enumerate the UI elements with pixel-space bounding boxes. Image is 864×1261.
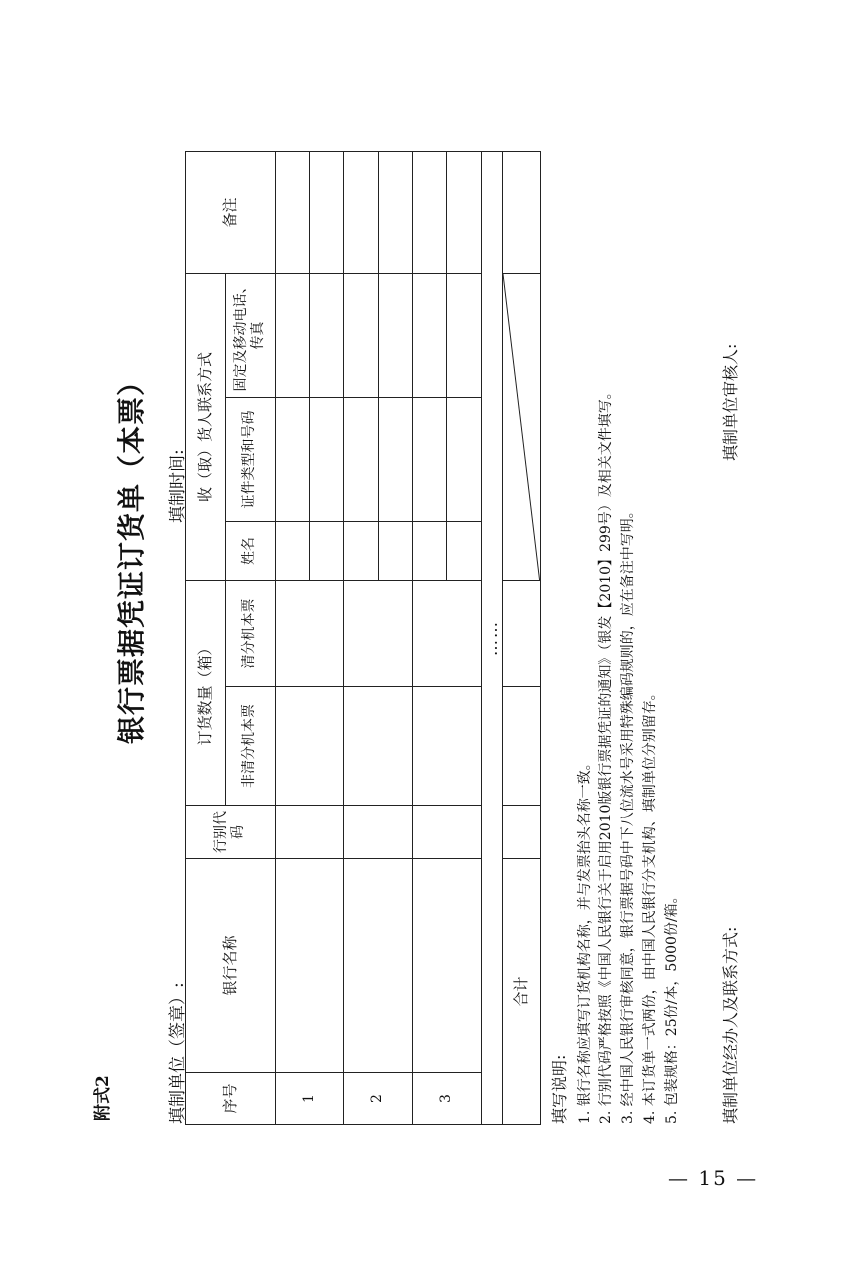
cell-qty-clearing — [275, 580, 344, 686]
header-contact-id: 证件类型和号码 — [225, 397, 275, 521]
instruction-item: 3. 经中国人民银行审核同意，银行票据号码中下八位流水号采用特殊编码规则的，应在备注中写明。 — [620, 504, 637, 1124]
cell-contact-name — [275, 521, 309, 580]
cell-remarks — [378, 151, 412, 273]
cell-contact-id — [275, 397, 309, 521]
cell-contact-phone — [344, 273, 378, 397]
diagonal-slash — [503, 274, 540, 580]
document-title: 银行票据凭证订货单（本票） — [115, 367, 148, 745]
header-qty-non-clearing: 非清分机本票 — [225, 687, 275, 806]
cell-bank-name — [275, 859, 344, 1073]
table-row — [344, 151, 378, 1124]
row-seq: 2 — [344, 1073, 413, 1125]
instruction-item: 2. 行别代码严格按照《中国人民银行关于启用2010版银行票据凭证的通知》（银发【2010】299号）及相关文件填写。 — [598, 385, 615, 1124]
cell-bank-name — [412, 859, 481, 1073]
cell-contact-id — [309, 397, 343, 521]
cell-remarks — [309, 151, 343, 273]
header-contact-group: 收（取）货人联系方式 — [186, 273, 226, 580]
cell-remarks — [275, 151, 309, 273]
cell-contact-id — [412, 397, 446, 521]
cell-total-qty-clearing — [503, 580, 541, 686]
fill-unit-label: 填制单位（签章）: — [168, 982, 188, 1124]
cell-bank-name — [344, 859, 413, 1073]
cell-remarks — [344, 151, 378, 273]
instruction-item: 1. 银行名称应填写订货机构名称，并与发票抬头名称一致。 — [576, 756, 593, 1124]
cell-contact-phone — [275, 273, 309, 397]
cell-qty-clearing — [412, 580, 481, 686]
header-remarks: 备注 — [186, 151, 276, 273]
header-contact-name: 姓名 — [225, 521, 275, 580]
instructions — [548, 124, 683, 1124]
cell-remarks — [447, 151, 481, 273]
fill-time-label: 填制时间: — [168, 449, 188, 523]
cell-contact-name — [309, 521, 343, 580]
total-label: 合计 — [503, 859, 541, 1125]
cell-total-qty-non-clearing — [503, 687, 541, 806]
cell-qty-non-clearing — [344, 687, 413, 806]
header-seq: 序号 — [186, 1073, 276, 1125]
cell-contact-id — [447, 397, 481, 521]
row-seq: 3 — [412, 1073, 481, 1125]
ellipsis-row — [481, 151, 503, 1124]
order-form-table — [185, 151, 541, 1125]
cell-contact-name — [378, 521, 412, 580]
cell-contact-name — [412, 521, 446, 580]
ellipsis-text: …… — [482, 619, 501, 656]
cell-bank-code — [344, 806, 413, 859]
page-number: — 15 — — [668, 1166, 759, 1190]
cell-total-remarks — [503, 151, 541, 273]
row-seq: 1 — [275, 1073, 344, 1125]
ellipsis-cell — [481, 151, 503, 1124]
instruction-item: 4. 本订货单一式两份，由中国人民银行分支机构、填制单位分别留存。 — [641, 686, 658, 1124]
cell-total-bank-code — [503, 806, 541, 859]
header-qty-clearing: 清分机本票 — [225, 580, 275, 686]
cell-bank-code — [275, 806, 344, 859]
cell-contact-name — [344, 521, 378, 580]
instruction-item: 5. 包装规格：25份/本，5000份/箱。 — [663, 889, 680, 1124]
table-row — [412, 151, 446, 1124]
header-bank-name: 银行名称 — [186, 859, 276, 1073]
header-bank-code: 行别代码 — [186, 806, 276, 859]
cell-contact-name — [447, 521, 481, 580]
table-row — [275, 151, 309, 1124]
cell-total-contact-slashed — [503, 273, 541, 580]
cell-qty-non-clearing — [412, 687, 481, 806]
cell-qty-clearing — [344, 580, 413, 686]
header-order-qty: 订货数量（箱） — [186, 580, 226, 805]
attachment-label: 附式2 — [93, 1075, 113, 1121]
total-row — [503, 151, 541, 1124]
cell-qty-non-clearing — [275, 687, 344, 806]
reviewer-label: 填制单位审核人: — [721, 343, 740, 461]
cell-contact-id — [378, 397, 412, 521]
cell-contact-phone — [412, 273, 446, 397]
header-contact-phone: 固定及移动电话、传真 — [225, 273, 275, 397]
cell-remarks — [412, 151, 446, 273]
cell-contact-id — [344, 397, 378, 521]
contact-label: 填制单位经办人及联系方式: — [721, 926, 740, 1124]
cell-bank-code — [412, 806, 481, 859]
cell-contact-phone — [378, 273, 412, 397]
cell-contact-phone — [309, 273, 343, 397]
cell-contact-phone — [447, 273, 481, 397]
instructions-header: 填写说明: — [550, 1054, 569, 1124]
